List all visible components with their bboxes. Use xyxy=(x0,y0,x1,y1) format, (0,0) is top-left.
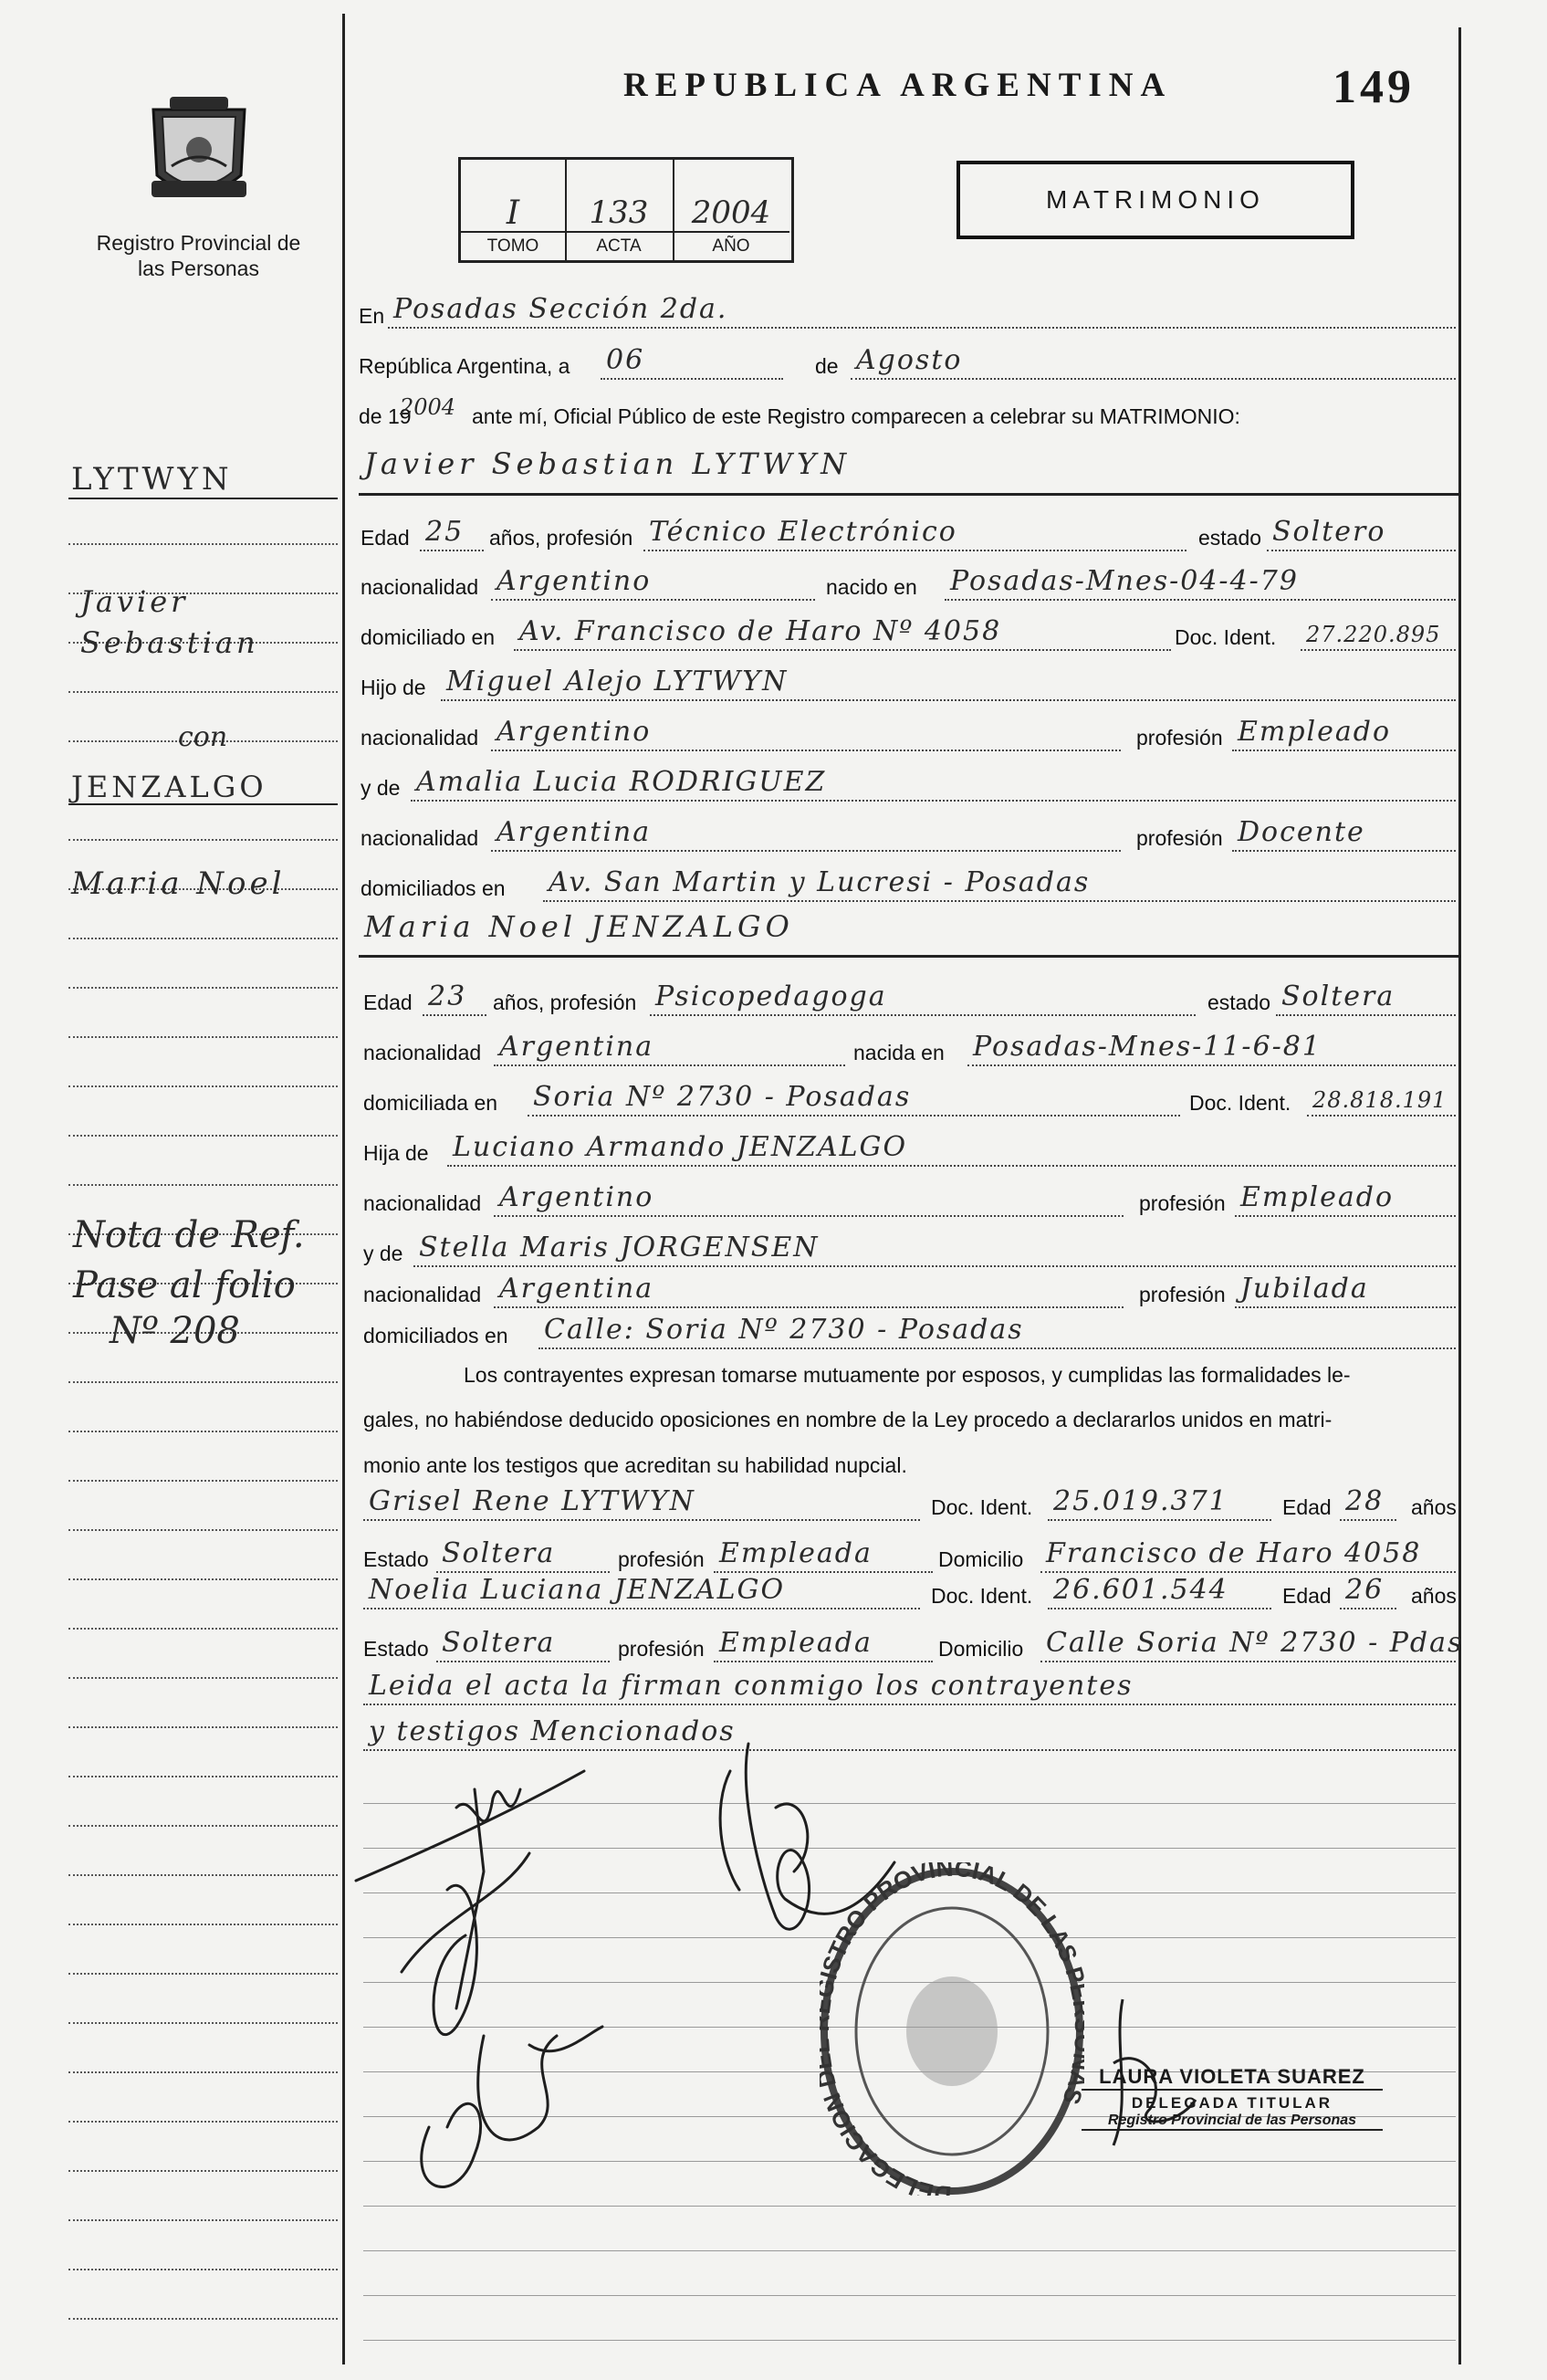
ruled-line xyxy=(363,2340,1456,2341)
groom-edad-label: Edad xyxy=(361,526,410,550)
witness1-prof-label: profesión xyxy=(618,1547,705,1571)
witness1-profession: Empleada xyxy=(719,1537,873,1569)
witness1-name-field xyxy=(363,1486,920,1521)
bride-mother-profession-field xyxy=(1235,1274,1456,1308)
bride-mother-prof-label: profesión xyxy=(1139,1283,1226,1306)
bride-parents-dom-label: domiciliados en xyxy=(363,1324,508,1347)
bride-age: 23 xyxy=(428,980,467,1012)
bride-address-field xyxy=(528,1082,1180,1117)
groom-father-nationality: Argentino xyxy=(497,716,652,748)
margin-line xyxy=(68,1924,338,1925)
bride-nationality: Argentina xyxy=(499,1031,654,1063)
witness2-edad-label: Edad xyxy=(1282,1584,1332,1608)
witness1-estado-field xyxy=(436,1538,610,1573)
groom-dom-label: domiciliado en xyxy=(361,625,496,649)
groom-estado-field xyxy=(1267,517,1456,551)
witness2-name-field xyxy=(363,1575,920,1609)
bride-name-rule xyxy=(359,955,1458,958)
bride-father-nationality-field xyxy=(494,1182,1124,1217)
witness1-anos-label: años xyxy=(1411,1495,1457,1519)
bride-father-nac-label: nacionalidad xyxy=(363,1191,482,1215)
record-box xyxy=(458,157,794,263)
witness2-doc-label: Doc. Ident. xyxy=(931,1584,1033,1608)
bride-name-field xyxy=(359,909,1454,946)
witness1-doc-field xyxy=(1048,1486,1271,1521)
month-field xyxy=(851,345,1456,380)
groom-nationality-field xyxy=(491,566,815,601)
margin-line xyxy=(68,1973,338,1975)
bride-father-prof-label: profesión xyxy=(1139,1191,1226,1215)
closing-text-1: Leida el acta la firman conmigo los contrayentes xyxy=(369,1670,1134,1702)
margin-line xyxy=(68,2121,338,2123)
bride-estado: Soltera xyxy=(1281,980,1395,1012)
bride-nationality-field xyxy=(494,1032,845,1066)
day-field xyxy=(601,345,783,380)
registry-seal-stamp xyxy=(820,1862,1084,2196)
intro-text: ante mí, Oficial Público de este Registro comparecen a celebrar su MATRIMONIO: xyxy=(472,404,1240,428)
closing-line-1 xyxy=(363,1671,1456,1705)
folio-number: 149 xyxy=(1333,61,1415,113)
witness1-address: Francisco de Haro 4058 xyxy=(1046,1537,1422,1569)
margin-line xyxy=(68,1726,338,1728)
groom-profession: Técnico Electrónico xyxy=(649,516,957,548)
margin-line xyxy=(68,1578,338,1580)
groom-yde-label: y de xyxy=(361,776,401,800)
bride-mother-nationality: Argentina xyxy=(499,1273,654,1305)
groom-anos-label: años, profesión xyxy=(489,526,633,550)
bride-anos-label: años, profesión xyxy=(493,991,637,1014)
bride-mother-nationality-field xyxy=(494,1274,1124,1308)
tomo-label: TOMO xyxy=(486,236,539,256)
bride-nac-label: nacionalidad xyxy=(363,1041,482,1064)
bride-mother-profession: Jubilada xyxy=(1240,1273,1369,1305)
groom-father-profession: Empleado xyxy=(1238,716,1392,748)
bride-parents-address-field xyxy=(538,1315,1456,1349)
declaration-line-2: gales, no habiéndose deducido oposiciones en nombre de la Ley procedo a declararlos unidos en matri- xyxy=(363,1408,1333,1431)
witness2-doc-field xyxy=(1048,1575,1271,1609)
groom-age-field xyxy=(420,517,484,551)
ano-value: 2004 xyxy=(691,194,771,231)
bride-mother-field xyxy=(413,1232,1456,1267)
witness2-prof-label: profesión xyxy=(618,1637,705,1661)
groom-birth-field xyxy=(945,566,1456,601)
witness1-age: 28 xyxy=(1345,1485,1385,1517)
document-type-box xyxy=(956,161,1354,239)
margin-line xyxy=(68,2269,338,2270)
year-prefix: de 19 xyxy=(359,404,412,428)
witness2-estado: Soltera xyxy=(442,1627,556,1659)
closing-text-2: y testigos Mencionados xyxy=(369,1715,736,1747)
groom-doc-field xyxy=(1301,616,1456,651)
witness2-doc: 26.601.544 xyxy=(1053,1574,1228,1606)
tomo-value: I xyxy=(506,194,520,232)
groom-name-rule xyxy=(359,493,1458,496)
margin-line xyxy=(68,987,338,989)
groom-father: Miguel Alejo LYTWYN xyxy=(446,666,789,697)
declaration-line-1: Los contrayentes expresan tomarse mutuamente por esposos, y cumplidas las formalidades le- xyxy=(464,1363,1351,1387)
groom-mother-nationality: Argentina xyxy=(497,816,652,848)
bride-mother: Stella Maris JORGENSEN xyxy=(419,1232,820,1263)
place-field xyxy=(388,294,1456,329)
margin-line xyxy=(68,691,338,693)
bride-father-profession-field xyxy=(1235,1182,1456,1217)
margin-surname-rule xyxy=(68,498,338,499)
groom-doc: 27.220.895 xyxy=(1306,622,1441,647)
bride-edad-label: Edad xyxy=(363,991,413,1014)
witness2-dom-label: Domicilio xyxy=(938,1637,1024,1661)
margin-line xyxy=(68,1431,338,1432)
officer-name: LAURA VIOLETA SUAREZ xyxy=(1082,2065,1383,2091)
month-de-label: de xyxy=(815,354,839,378)
ruled-line xyxy=(363,2295,1456,2296)
groom-doc-label: Doc. Ident. xyxy=(1175,625,1277,649)
groom-mother-nac-label: nacionalidad xyxy=(361,826,479,850)
year-value: 2004 xyxy=(400,394,456,420)
witness2-address: Calle Soria Nº 2730 - Pdas xyxy=(1046,1627,1464,1659)
groom-name: Javier Sebastian LYTWYN xyxy=(364,446,852,481)
bride-birth: Posadas-Mnes-11-6-81 xyxy=(973,1031,1322,1063)
margin-note-1: Nota de Ref. xyxy=(73,1214,305,1256)
groom-estado-label: estado xyxy=(1198,526,1262,550)
groom-mother-field xyxy=(411,767,1456,802)
groom-mother-profession: Docente xyxy=(1238,816,1365,848)
bride-father-profession: Empleado xyxy=(1240,1181,1395,1213)
registry-name-text: Registro Provincial de las Personas xyxy=(96,231,301,280)
margin-bride-first: Maria Noel xyxy=(71,865,286,902)
groom-address-field xyxy=(514,616,1171,651)
bride-doc: 28.818.191 xyxy=(1312,1087,1448,1113)
bride-profession: Psicopedagoga xyxy=(655,980,887,1012)
witness1-name: Grisel Rene LYTWYN xyxy=(369,1485,695,1517)
margin-line xyxy=(68,1135,338,1137)
bride-profession-field xyxy=(650,981,1196,1016)
margin-line xyxy=(68,1529,338,1531)
bride-nacida-label: nacida en xyxy=(853,1041,945,1064)
coat-of-arms-emblem xyxy=(144,93,254,212)
bride-birth-field xyxy=(967,1032,1456,1066)
margin-line xyxy=(68,2219,338,2221)
margin-groom-second: Sebastian xyxy=(80,625,259,660)
margin-line xyxy=(68,1480,338,1482)
groom-father-prof-label: profesión xyxy=(1136,726,1223,750)
witness2-anos-label: años xyxy=(1411,1584,1457,1608)
republica-label: República Argentina, a xyxy=(359,354,570,378)
groom-estado: Soltero xyxy=(1272,516,1386,548)
margin-line xyxy=(68,2071,338,2073)
officer-org: Registro Provincial de las Personas xyxy=(1082,2113,1383,2131)
groom-nac-label: nacionalidad xyxy=(361,575,479,599)
witness2-age-field xyxy=(1340,1575,1396,1609)
place-value: Posadas Sección 2da. xyxy=(393,293,728,325)
witness1-estado: Soltera xyxy=(442,1537,556,1569)
bride-father: Luciano Armando JENZALGO xyxy=(453,1131,908,1163)
right-margin-line xyxy=(1458,27,1461,2364)
witness2-age: 26 xyxy=(1345,1574,1385,1606)
officer-stamp xyxy=(1082,2065,1383,2131)
margin-line xyxy=(68,1036,338,1038)
margin-bride-surname: JENZALGO xyxy=(71,770,267,804)
groom-age: 25 xyxy=(425,516,465,548)
document-type: MATRIMONIO xyxy=(1046,185,1265,214)
groom-father-nationality-field xyxy=(491,717,1121,751)
stamp-ring-text: DELEGACION STRO PROVINCIAL DE LAS xyxy=(820,1862,1083,2196)
groom-nationality: Argentino xyxy=(497,565,652,597)
witness1-estado-label: Estado xyxy=(363,1547,429,1571)
margin-surname: LYTWYN xyxy=(71,461,233,498)
groom-birth: Posadas-Mnes-04-4-79 xyxy=(950,565,1299,597)
witness2-name: Noelia Luciana JENZALGO xyxy=(369,1574,786,1606)
month-value: Agosto xyxy=(856,344,963,376)
margin-line xyxy=(68,2022,338,2024)
bride-doc-label: Doc. Ident. xyxy=(1189,1091,1291,1115)
groom-parents-address-field xyxy=(543,867,1456,902)
bride-father-nationality: Argentino xyxy=(499,1181,654,1213)
margin-line xyxy=(68,1184,338,1186)
margin-line xyxy=(68,543,338,545)
witness1-dom-label: Domicilio xyxy=(938,1547,1024,1571)
witness1-doc-label: Doc. Ident. xyxy=(931,1495,1033,1519)
ruled-line xyxy=(363,2250,1456,2251)
groom-name-field xyxy=(359,446,1454,483)
margin-line xyxy=(68,2170,338,2172)
groom-father-field xyxy=(441,666,1456,701)
country-title: REPUBLICA ARGENTINA xyxy=(623,67,1173,104)
left-margin-line xyxy=(342,14,345,2364)
groom-mother-nationality-field xyxy=(491,817,1121,852)
groom-father-nac-label: nacionalidad xyxy=(361,726,479,750)
margin-line xyxy=(68,839,338,841)
groom-hijo-label: Hijo de xyxy=(361,676,426,699)
witness2-address-field xyxy=(1040,1627,1464,1662)
margin-line xyxy=(68,1677,338,1679)
bride-parents-address: Calle: Soria Nº 2730 - Posadas xyxy=(544,1314,1024,1346)
bride-yde-label: y de xyxy=(363,1242,403,1265)
bride-doc-field xyxy=(1307,1082,1456,1117)
margin-groom-first: Javier xyxy=(80,584,189,619)
witness1-doc: 25.019.371 xyxy=(1053,1485,1228,1517)
bride-hija-label: Hija de xyxy=(363,1141,429,1165)
acta-value: 133 xyxy=(589,194,649,231)
day-value: 06 xyxy=(606,344,645,376)
bride-mother-nac-label: nacionalidad xyxy=(363,1283,482,1306)
bride-address: Soria Nº 2730 - Posadas xyxy=(533,1081,912,1113)
groom-mother-profession-field xyxy=(1232,817,1456,852)
witness1-address-field xyxy=(1040,1538,1456,1573)
margin-con: con xyxy=(178,721,228,753)
bride-dom-label: domiciliada en xyxy=(363,1091,498,1115)
margin-bride-surname-rule xyxy=(68,803,338,805)
margin-line xyxy=(68,2318,338,2320)
ano-label: AÑO xyxy=(712,236,750,256)
registry-name xyxy=(91,230,306,281)
bride-name: Maria Noel JENZALGO xyxy=(364,909,794,944)
witness2-estado-label: Estado xyxy=(363,1637,429,1661)
groom-profession-field xyxy=(643,517,1186,551)
margin-note-2: Pase al folio xyxy=(73,1264,296,1306)
witness1-profession-field xyxy=(714,1538,933,1573)
groom-nacido-label: nacido en xyxy=(826,575,917,599)
margin-line xyxy=(68,938,338,939)
bride-father-field xyxy=(447,1132,1456,1167)
groom-father-profession-field xyxy=(1232,717,1456,751)
margin-note-3: Nº 208 xyxy=(110,1310,240,1352)
witness2-profession: Empleada xyxy=(719,1627,873,1659)
witness2-estado-field xyxy=(436,1628,610,1662)
bride-estado-label: estado xyxy=(1207,991,1271,1014)
groom-address: Av. Francisco de Haro Nº 4058 xyxy=(519,615,1002,647)
groom-mother-prof-label: profesión xyxy=(1136,826,1223,850)
witness2-profession-field xyxy=(714,1628,933,1662)
officer-title: DELEGADA TITULAR xyxy=(1131,2094,1333,2112)
witness1-age-field xyxy=(1340,1486,1396,1521)
groom-parents-dom-label: domiciliados en xyxy=(361,876,506,900)
groom-mother: Amalia Lucia RODRIGUEZ xyxy=(416,766,827,798)
groom-parents-address: Av. San Martin y Lucresi - Posadas xyxy=(549,866,1091,898)
margin-line xyxy=(68,1381,338,1383)
margin-line xyxy=(68,1085,338,1087)
bride-estado-field xyxy=(1276,981,1456,1016)
margin-line xyxy=(68,1825,338,1827)
margin-line xyxy=(68,1776,338,1777)
margin-line xyxy=(68,1628,338,1630)
bride-age-field xyxy=(423,981,486,1016)
witness1-edad-label: Edad xyxy=(1282,1495,1332,1519)
acta-label: ACTA xyxy=(596,236,642,256)
en-label: En xyxy=(359,304,385,328)
margin-line xyxy=(68,1874,338,1876)
declaration-line-3: monio ante los testigos que acreditan su habilidad nupcial. xyxy=(363,1453,907,1477)
